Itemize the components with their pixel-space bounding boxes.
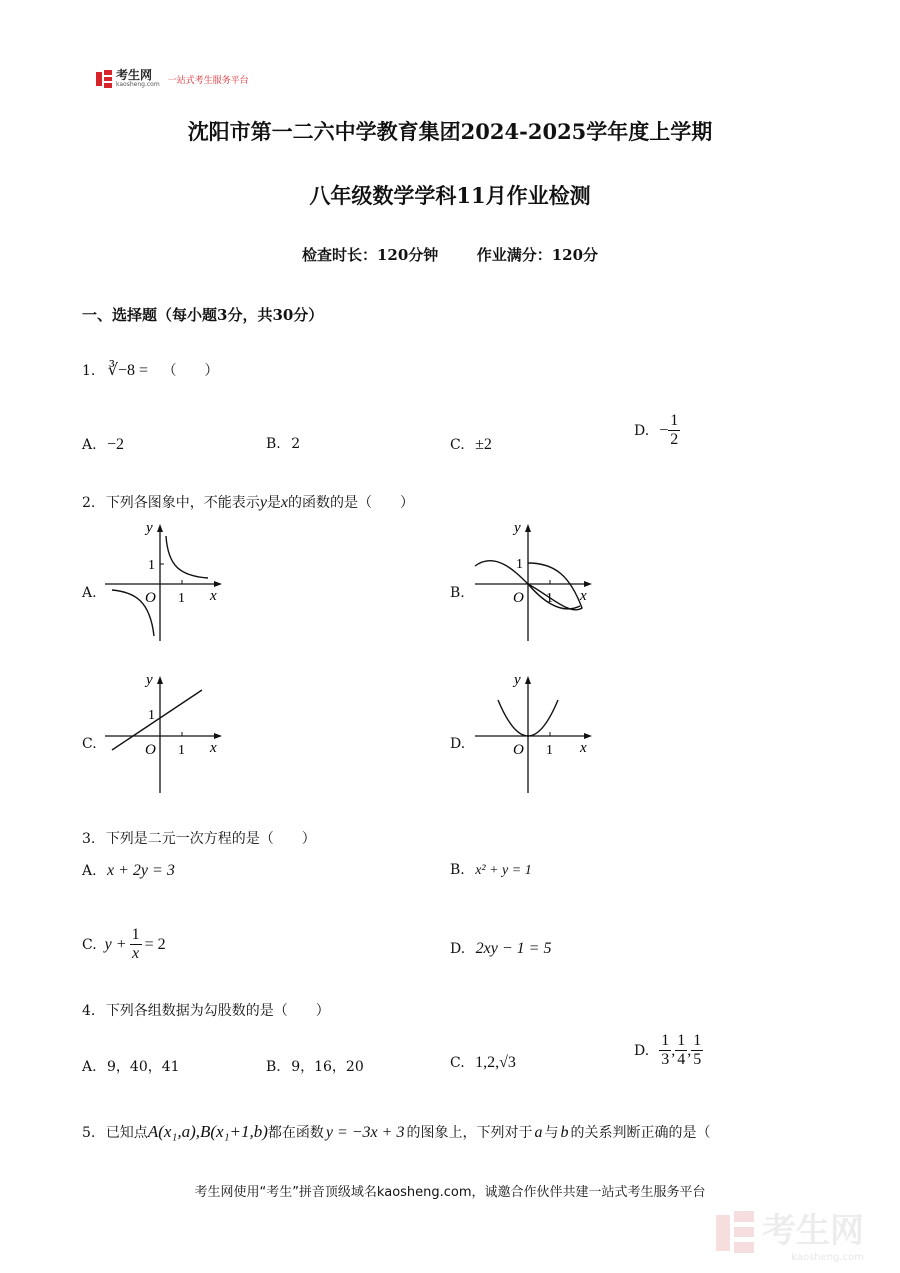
y-axis-arrow-icon [157, 676, 163, 684]
q1-option-a[interactable] [82, 436, 124, 454]
question-number: 1. [82, 363, 96, 379]
q2-option-a-label[interactable]: A. [82, 585, 97, 601]
option-label: C. [450, 437, 465, 453]
watermark-logo-icon [716, 1211, 756, 1255]
brand-sub: kaosheng.com [116, 81, 160, 88]
straight-line [112, 690, 202, 750]
option-value: x + 2y = 3 [107, 862, 175, 879]
question-1 [82, 360, 219, 380]
q4-option-d[interactable]: D. $\frac{1}{3}$ , $\frac{1}{4}$ , $\frac{1}{5}$ [634, 1032, 702, 1068]
question-number: 4. [82, 1003, 96, 1019]
brand-logo [96, 70, 249, 88]
question-number: 5. [82, 1125, 96, 1141]
question-text: 下列各组数据为勾股数的是（ ） [105, 1003, 330, 1019]
loop-curve [528, 563, 582, 610]
x-axis-label: x [210, 588, 217, 604]
exam-time: 检查时长：120分钟 [301, 246, 439, 264]
x-axis-arrow-icon [584, 733, 592, 739]
y-axis-arrow-icon [525, 524, 531, 532]
q1-option-b[interactable] [266, 436, 300, 452]
y-tick-label: 1 [148, 558, 155, 573]
graph-a [100, 516, 230, 646]
doc-title-line1: 沈阳市第一二六中学教育集团2024-2025学年度上学期 [187, 119, 713, 144]
x-axis-arrow-icon [584, 581, 592, 587]
q3-option-d[interactable] [450, 940, 551, 958]
curve-branch-upper [166, 536, 208, 578]
option-label: A. [82, 1059, 97, 1075]
fraction: $\frac{1}{2}$ [670, 412, 679, 448]
page-footer: 考生网使用“考生”拼音顶级域名kaosheng.com，诚邀合作伙伴共建一站式考生服务平台 [194, 1185, 706, 1200]
option-value: 2 [291, 436, 301, 452]
q2-option-c-label[interactable]: C. [82, 736, 97, 752]
y-axis-label: y [146, 520, 153, 536]
x-axis-label: x [580, 588, 587, 604]
q4-option-b[interactable] [266, 1056, 364, 1076]
option-value: 9，16，20 [291, 1059, 364, 1075]
option-sign: − [659, 421, 669, 439]
origin-label: O [513, 590, 524, 606]
option-value: −2 [107, 436, 125, 453]
watermark [716, 1203, 864, 1263]
exam-meta [0, 244, 900, 265]
x-tick-label: 1 [178, 591, 185, 606]
option-value: x² + y = 1 [475, 863, 532, 878]
function-expression: y = −3x + 3 [325, 1124, 405, 1141]
question-2: 2. 下列各图象中，不能表示y是x的函数的是（ ） [82, 494, 415, 511]
question-number: 3. [82, 831, 96, 847]
logo-mark-icon [96, 70, 112, 88]
section-heading: 一、选择题（每小题3分，共30分） [82, 306, 324, 324]
x-tick-label: 1 [178, 743, 185, 758]
q3-option-b[interactable] [450, 862, 532, 879]
q3-option-a[interactable] [82, 862, 175, 880]
q4-option-a[interactable] [82, 1056, 180, 1076]
option-value: 9，40，41 [107, 1059, 180, 1075]
brand-slogan: 一站式考生服务平台 [167, 75, 249, 86]
option-label: A. [82, 863, 97, 879]
y-axis-label: y [146, 672, 153, 688]
graph-c [100, 668, 230, 798]
q4-option-c[interactable] [450, 1054, 516, 1072]
question-number: 2. [82, 495, 96, 511]
question-5: 5. 已知点A(x₁,a),B(x₁+1,b)都在函数 y = −3x + 3 的图象上，下列对于 a 与 b 的关系判断正确的是（ [82, 1122, 711, 1141]
x-tick-label: 1 [546, 743, 553, 758]
option-label: A. [82, 437, 97, 453]
option-value: = 2 [144, 935, 166, 953]
option-label: D. [634, 1042, 650, 1059]
fraction: $\frac{1}{5}$ [693, 1032, 702, 1068]
y-tick-label: 1 [148, 708, 155, 723]
option-label: D. [634, 422, 650, 439]
question-text: 下列是二元一次方程的是（ ） [105, 831, 316, 847]
fraction: $\frac{1}{x}$ [131, 926, 140, 962]
x-tick-label: 1 [546, 591, 553, 606]
x-axis-label: x [210, 740, 217, 756]
option-label: B. [266, 1059, 281, 1075]
x-axis-arrow-icon [214, 733, 222, 739]
option-value: y + [104, 935, 127, 953]
y-tick-label: 1 [516, 557, 523, 572]
graph-b [470, 516, 600, 646]
origin-label: O [513, 742, 524, 758]
q1-option-d[interactable] [634, 412, 680, 449]
option-value: 1,2,√3 [475, 1054, 516, 1071]
doc-title-line2: 八年级数学学科11月作业检测 [309, 183, 591, 208]
origin-label: O [145, 742, 156, 758]
brand-name: 考生网 [116, 68, 153, 82]
x-axis-label: x [580, 740, 587, 756]
q3-option-c[interactable] [82, 926, 166, 963]
option-label: D. [450, 941, 466, 957]
q1-option-c[interactable] [450, 436, 492, 454]
option-value: ±2 [475, 436, 492, 453]
x-axis-arrow-icon [214, 581, 222, 587]
y-axis-arrow-icon [525, 676, 531, 684]
question-3 [82, 828, 316, 848]
exam-score: 作业满分：120分 [476, 246, 599, 264]
question-4 [82, 1000, 330, 1020]
origin-label: O [145, 590, 156, 606]
cube-root-expression: ∛−8 = [107, 362, 149, 379]
option-value: 2xy − 1 = 5 [475, 940, 552, 957]
answer-paren: （ ） [162, 363, 219, 379]
points-expression: A(x₁,a),B(x₁+1,b) [147, 1122, 268, 1141]
watermark-sub: kaosheng.com [791, 1252, 864, 1263]
graph-d [470, 668, 600, 798]
option-label: B. [450, 862, 465, 878]
y-axis-arrow-icon [157, 524, 163, 532]
fraction: $\frac{1}{4}$ [677, 1032, 686, 1068]
q2-option-b-label[interactable]: B. [450, 585, 465, 601]
y-axis-label: y [514, 520, 521, 536]
watermark-text: 考生网 [762, 1211, 864, 1251]
option-label: C. [82, 936, 97, 953]
fraction: $\frac{1}{3}$ [661, 1032, 670, 1068]
option-label: C. [450, 1055, 465, 1071]
option-label: B. [266, 436, 281, 452]
q2-option-d-label[interactable]: D. [450, 736, 466, 752]
y-axis-label: y [514, 672, 521, 688]
